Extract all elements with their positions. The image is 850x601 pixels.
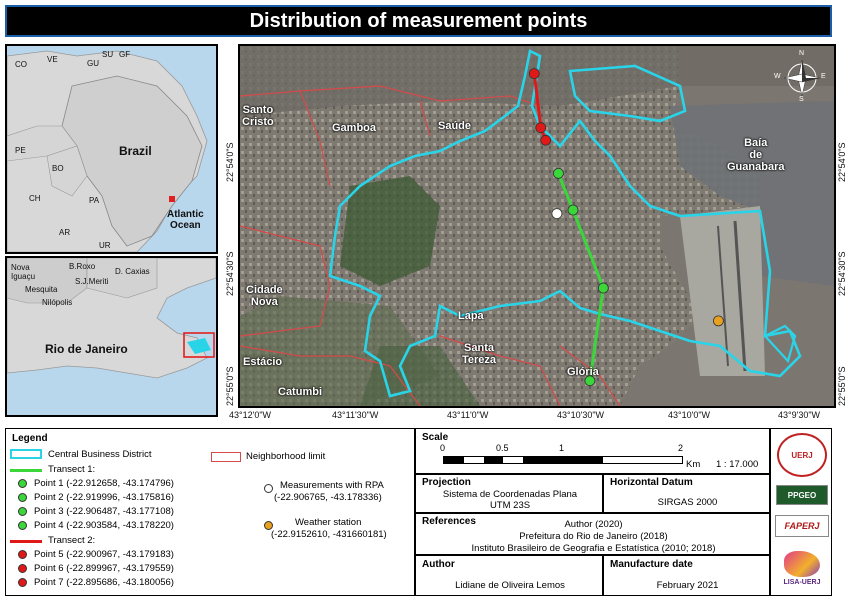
legend-point3-dot: [18, 507, 27, 516]
label-belford-roxo: B.Roxo: [69, 262, 96, 271]
scale-mark-2: 2: [678, 443, 684, 453]
x-tick-5: 43°10'0"W: [668, 410, 711, 420]
transect-1-line: [558, 173, 603, 380]
datum-heading: Horizontal Datum: [610, 477, 693, 488]
references-line3: Instituto Brasileiro de Geografia e Estatística (2010; 2018): [471, 543, 716, 554]
legend-cbd-label: Central Business District: [48, 449, 152, 460]
label-lapa: Lapa: [458, 310, 484, 322]
projection-heading: Projection: [422, 477, 471, 488]
faperj-logo-text: FAPERJ: [784, 521, 820, 531]
compass-w: W: [774, 73, 781, 80]
label-sao-joao-meriti: S.J.Meriti: [75, 277, 109, 286]
legend-transect2-line: [10, 540, 42, 543]
label-rio-de-janeiro: Rio de Janeiro: [45, 342, 128, 356]
legend-weather-coords: (-22.9152610, -431660181): [271, 529, 387, 540]
legend-point7: Point 7 (-22.895686, -43.180056): [34, 577, 174, 588]
references-line1: Author (2020): [564, 519, 623, 530]
label-ar: AR: [59, 228, 71, 237]
projection-panel: [415, 474, 603, 513]
legend-rpa-dot: [264, 484, 273, 493]
label-su: SU: [102, 50, 114, 59]
label-gf: GF: [119, 50, 131, 59]
ppgeo-logo-text: PPGEO: [787, 490, 817, 500]
label-catumbi: Catumbi: [278, 386, 322, 398]
datum-panel: [603, 474, 770, 513]
label-co: CO: [15, 60, 27, 69]
scale-mark-1: 1: [559, 443, 565, 453]
x-tick-3: 43°11'0"W: [447, 410, 489, 420]
label-gamboa: Gamboa: [332, 122, 377, 134]
y-tick-right-1: 22°54'0"S: [837, 142, 847, 182]
x-tick-6: 43°9'30"W: [778, 410, 821, 420]
inset-south-america: [5, 44, 218, 254]
map-point-6: [536, 123, 546, 133]
compass-rose: [774, 50, 826, 103]
scale-mark-05: 0.5: [496, 443, 509, 453]
rio-state-shape: [7, 258, 216, 415]
label-brazil: Brazil: [119, 144, 152, 158]
label-duque-caxias: D. Caxias: [115, 267, 150, 276]
legend-neighborhood-label: Neighborhood limit: [246, 451, 326, 462]
references-line2: Prefeitura do Rio de Janeiro (2018): [519, 531, 668, 542]
legend-point6-dot: [18, 564, 27, 573]
legend-point6: Point 6 (-22.899967, -43.179559): [34, 563, 174, 574]
legend-point2-dot: [18, 493, 27, 502]
scale-panel: [415, 428, 770, 474]
uerj-logo: [777, 433, 827, 477]
lisa-logo-text: LISA-UERJ: [783, 578, 821, 586]
lisa-uerj-logo: [777, 545, 827, 591]
main-map: [238, 44, 836, 408]
y-tick-left-1: 22°54'0"S: [225, 142, 235, 182]
scale-unit: Km: [686, 459, 701, 470]
label-nilopolis: Nilópolis: [42, 298, 73, 307]
lisa-icon: [784, 551, 820, 577]
map-point-7: [529, 69, 539, 79]
label-bo: BO: [52, 164, 64, 173]
scale-heading: Scale: [422, 432, 449, 443]
projection-line1: Sistema de Coordenadas Plana: [442, 489, 578, 500]
legend-panel: [5, 428, 415, 596]
legend-cbd-swatch: [10, 449, 42, 459]
legend-point4: Point 4 (-22.903584, -43.178220): [34, 520, 174, 531]
y-tick-left-3: 22°55'0"S: [225, 366, 235, 406]
ppgeo-logo: [776, 485, 828, 505]
map-weather-station: [713, 316, 723, 326]
legend-point2: Point 2 (-22.919996, -43.175816): [34, 492, 174, 503]
legend-point5-dot: [18, 550, 27, 559]
label-ve: VE: [47, 55, 58, 64]
compass-icon: [778, 54, 826, 102]
author-heading: Author: [422, 559, 455, 570]
compass-s: S: [799, 96, 804, 103]
compass-n: N: [799, 50, 805, 57]
label-ur: UR: [99, 241, 111, 250]
label-santo-cristo: Santo Cristo: [242, 104, 274, 128]
map-point-5: [541, 135, 551, 145]
scale-ratio: 1 : 17.000: [716, 459, 759, 470]
legend-transect1-line: [10, 469, 42, 472]
map-point-1: [598, 283, 608, 293]
legend-heading: Legend: [12, 433, 48, 444]
map-point-3: [568, 205, 578, 215]
label-nova-iguacu: Nova Iguaçu: [11, 263, 36, 281]
x-tick-2: 43°11'30"W: [332, 410, 379, 420]
references-panel: [415, 513, 770, 555]
label-mesquita: Mesquita: [25, 285, 58, 294]
label-saude: Saúde: [438, 120, 472, 132]
label-estacio: Estácio: [243, 356, 283, 368]
legend-point7-dot: [18, 578, 27, 587]
legend-transect2-label: Transect 2:: [48, 535, 96, 546]
faperj-logo: [775, 515, 829, 537]
scale-mark-0: 0: [440, 443, 446, 453]
uerj-logo-text: UERJ: [791, 450, 813, 460]
y-tick-right-3: 22°55'0"S: [837, 366, 847, 406]
legend-point4-dot: [18, 521, 27, 530]
compass-e: E: [821, 73, 826, 80]
legend-transect1-label: Transect 1:: [48, 464, 96, 475]
label-pe: PE: [15, 146, 26, 155]
legend-rpa-label: Measurements with RPA: [280, 480, 384, 491]
legend-point5: Point 5 (-22.900967, -43.179183): [34, 549, 174, 560]
legend-weather-label: Weather station: [295, 517, 362, 528]
x-tick-4: 43°10'30"W: [557, 410, 605, 420]
legend-point1-dot: [18, 479, 27, 488]
date-heading: Manufacture date: [610, 559, 693, 570]
y-tick-right-2: 22°54'30"S: [837, 251, 847, 296]
label-ch: CH: [29, 194, 41, 203]
label-cidade-nova: Cidade Nova: [246, 284, 283, 308]
map-point-4: [553, 168, 563, 178]
y-tick-left-2: 22°54'30"S: [225, 251, 235, 296]
legend-neighborhood-swatch: [211, 452, 241, 462]
label-atlantic-ocean: Atlantic Ocean: [167, 209, 204, 231]
inset-rio-state: [5, 256, 218, 417]
legend-rpa-coords: (-22.906765, -43.178336): [274, 492, 382, 503]
legend-point1: Point 1 (-22.912658, -43.174796): [34, 478, 174, 489]
author-value: Lidiane de Oliveira Lemos: [455, 580, 565, 591]
map-title: Distribution of measurement points: [5, 5, 832, 37]
map-rpa-point: [552, 209, 562, 219]
scale-bar: [443, 456, 683, 464]
date-panel: [603, 555, 770, 596]
references-heading: References: [422, 516, 476, 527]
date-value: February 2021: [656, 580, 719, 591]
label-baia-guanabara: Baía de Guanabara: [727, 137, 785, 173]
points-layer: [240, 46, 834, 406]
label-gu: GU: [87, 59, 99, 68]
legend-point3: Point 3 (-22.906487, -43.177108): [34, 506, 174, 517]
projection-line2: UTM 23S: [489, 500, 531, 511]
x-tick-1: 43°12'0"W: [229, 410, 272, 420]
label-santa-tereza: Santa Tereza: [462, 342, 497, 366]
label-pa: PA: [89, 196, 100, 205]
author-panel: [415, 555, 603, 596]
datum-value: SIRGAS 2000: [657, 497, 718, 508]
logos-panel: [770, 428, 832, 596]
label-gloria: Glória: [567, 366, 599, 378]
